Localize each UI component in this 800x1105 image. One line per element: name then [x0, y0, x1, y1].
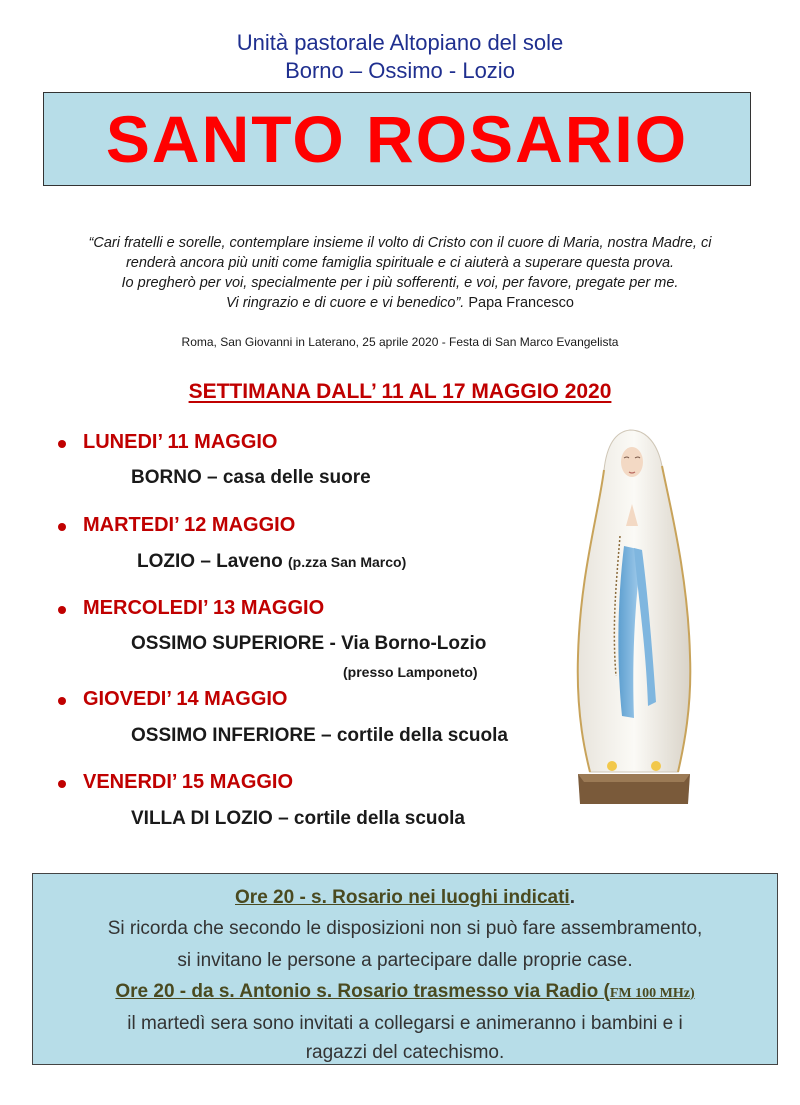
info-period: . [569, 887, 575, 908]
quote-line-2: renderà ancora più uniti come famiglia spirituale e ci aiuterà a superare questa prova. [125, 255, 675, 271]
bullet-icon [58, 606, 66, 614]
schedule-sub-note: (presso Lamponeto) [343, 664, 478, 680]
schedule-day: MERCOLEDI’ 13 MAGGIO [83, 597, 325, 619]
schedule-place-main: LOZIO – Laveno [137, 551, 288, 572]
info-radio-close: ) [689, 986, 695, 1001]
info-line-4 [32, 981, 778, 1003]
week-heading: SETTIMANA DALL’ 11 AL 17 MAGGIO 2020 [188, 380, 612, 403]
info-line-1 [32, 887, 778, 909]
bullet-icon [58, 780, 66, 788]
bullet-icon [58, 440, 66, 448]
schedule-place: VILLA DI LOZIO – cortile della scuola [131, 808, 465, 829]
quote-line-3: Io pregherò per voi, specialmente per i più sofferenti, e voi, per favore, pregate per me. [121, 275, 679, 291]
schedule-place [137, 551, 406, 573]
schedule-place: BORNO – casa delle suore [131, 467, 371, 488]
bullet-icon [58, 697, 66, 705]
info-radio-heading: Ore 20 - da s. Antonio s. Rosario trasmesso via Radio ( [115, 981, 610, 1002]
bullet-icon [58, 523, 66, 531]
title-banner [43, 92, 751, 186]
date-line: Roma, San Giovanni in Laterano, 25 aprile 2020 - Festa di San Marco Evangelista [181, 335, 619, 349]
quote-line-1: “Cari fratelli e sorelle, contemplare insieme il volto di Cristo con il cuore di Maria, nostra Madre, ci [88, 235, 712, 251]
schedule-place-note: (p.zza San Marco) [287, 554, 407, 570]
madonna-statue-image [572, 426, 696, 810]
info-line-2: Si ricorda che secondo le disposizioni non si può fare assembramento, [107, 918, 703, 939]
quote-closing: Vi ringrazio e di cuore e vi benedico”. [226, 295, 465, 311]
schedule-place: OSSIMO INFERIORE – cortile della scuola [131, 725, 508, 746]
info-radio-frequency: FM 100 MHz [609, 986, 690, 1001]
schedule-place: OSSIMO SUPERIORE - Via Borno-Lozio [131, 633, 487, 654]
schedule-day: GIOVEDI’ 14 MAGGIO [83, 688, 288, 710]
parish-towns: Borno – Ossimo - Lozio [285, 58, 515, 83]
info-time-heading: Ore 20 - s. Rosario nei luoghi indicati [235, 887, 570, 908]
schedule-day: LUNEDI’ 11 MAGGIO [83, 431, 278, 453]
schedule-day: VENERDI’ 15 MAGGIO [83, 771, 294, 793]
page-title: SANTO ROSARIO [105, 102, 689, 176]
info-line-5: il martedì sera sono invitati a collegarsi e animeranno i bambini e i [127, 1013, 683, 1034]
quote-author: Papa Francesco [464, 295, 574, 311]
parish-name: Unità pastorale Altopiano del sole [236, 30, 564, 55]
info-line-6: ragazzi del catechismo. [305, 1042, 505, 1063]
info-line-3: si invitano le persone a partecipare dalle proprie case. [177, 950, 633, 971]
quote-line-4 [30, 293, 770, 313]
schedule-day: MARTEDI’ 12 MAGGIO [83, 514, 296, 536]
